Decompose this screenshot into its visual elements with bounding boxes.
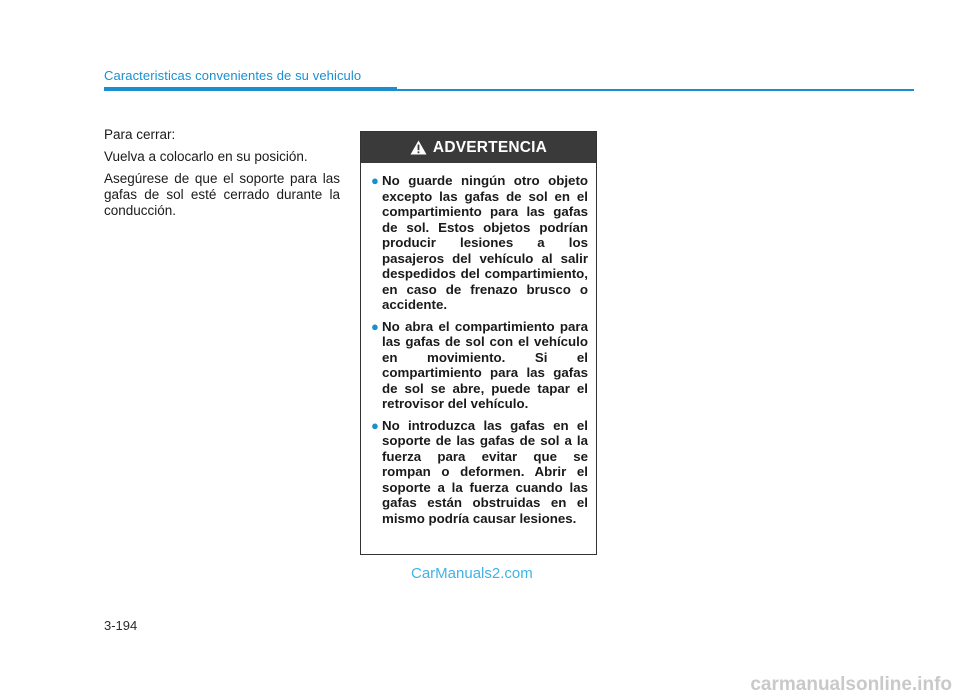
warning-item-text: No introduzca las gafas en el soporte de las gafas de sol a la fuerza para evitar que se rompan o deformen. Abrir el soporte a la fuerza cuando las gafas están obstruidas en el mismo podría causar lesiones.: [382, 417, 588, 526]
warning-list: [361, 163, 596, 526]
warning-item: [371, 173, 588, 313]
warning-item-text: No abra el compartimiento para las gafas de sol con el vehículo en movimiento. Si el compartimiento para las gafas de sol se abre, puede tapar el retrovisor del vehículo.: [382, 318, 588, 411]
paragraph-ensure-closed: Asegúrese de que el soporte para las gafas de sol esté cerrado durante la conducción.: [104, 171, 340, 218]
header-rule-thin: [397, 89, 914, 91]
warning-title: ADVERTENCIA: [432, 138, 548, 156]
footer-watermark: carmanualsonline.info: [750, 674, 952, 695]
bullet-icon: ●: [371, 173, 379, 188]
bullet-icon: ●: [371, 318, 379, 334]
paragraph-close-label: Para cerrar:: [104, 127, 176, 142]
warning-item-text: No guarde ningún otro objeto excepto las gafas de sol en el compartimiento para las gafas de sol. Estos objetos podrían producir lesiones a los pasajeros del vehículo al salir despedidos del compartimiento, en caso de frenazo brusco o accidente.: [382, 173, 588, 312]
header-rule-thick: [104, 87, 397, 91]
left-column: [104, 127, 340, 225]
page-number: 3-194: [104, 618, 138, 633]
watermark[interactable]: CarManuals2.com: [411, 565, 533, 582]
paragraph-reposition: Vuelva a colocarlo en su posición.: [104, 149, 308, 164]
warning-box: [360, 131, 597, 555]
bullet-icon: ●: [371, 417, 379, 433]
warning-item: [371, 319, 588, 412]
warning-header: [361, 132, 596, 163]
warning-item: [371, 418, 588, 527]
section-title: Caracteristicas convenientes de su vehiculo: [104, 68, 362, 83]
warning-triangle-icon: [410, 140, 427, 155]
